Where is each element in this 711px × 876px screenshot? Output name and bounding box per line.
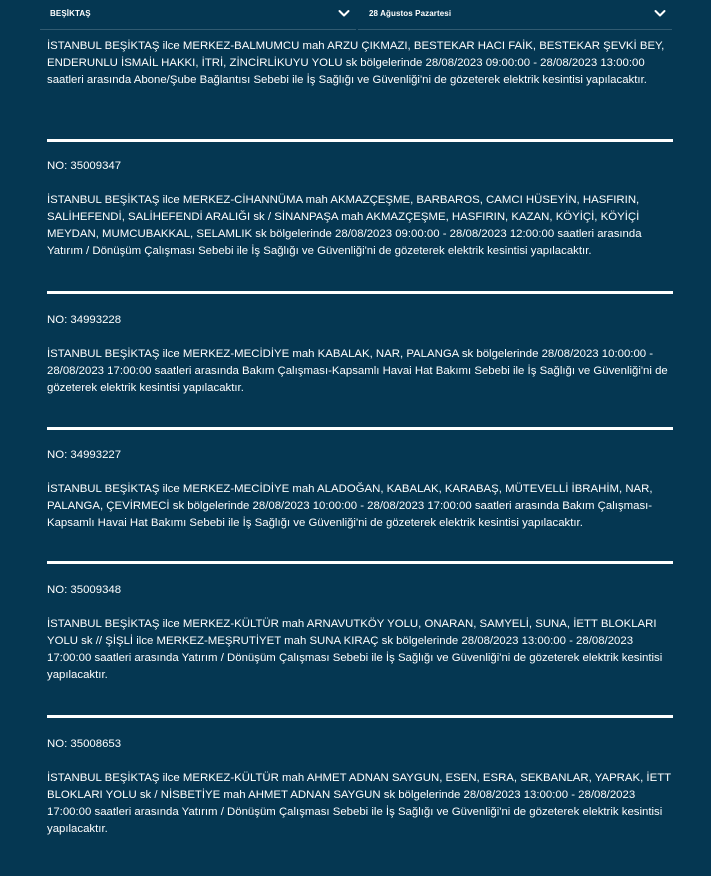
notice-item [47,38,677,89]
notice-description: İSTANBUL BEŞİKTAŞ ilce MERKEZ-MECİDİYE mah KABALAK, NAR, PALANGA sk bölgelerinde 28/08/2023 10:00:00 - 28/08/2023 17:00:00 saatleri arasında Bakım Çalışması-Kapsamlı Havai Hat Bakımı Sebebi ile İş Sağlığı ve Güvenliği'ni de gözeterek elektrik kesintisi yapılacaktır. [47,348,668,394]
date-select-value: 28 Ağustos Pazartesi [369,9,452,18]
notice-description: İSTANBUL BEŞİKTAŞ ilce MERKEZ-CİHANNÜMA mah AKMAZÇEŞME, BARBAROS, CAMCI HÜSEYİN, HASFIRIN, SALİHEFENDİ, SALİHEFENDİ ARALIĞI sk / SİNANPAŞA mah AKMAZÇEŞME, HASFIRIN, KAZAN, KÖYİÇİ, KÖYİÇİ MEYDAN, MUMCUBAKKAL, SELAMLIK sk bölgelerinde 28/08/2023 09:00:00 - 28/08/2023 12:00:00 saatleri arasında Yatırım / Dönüşüm Çalışması Sebebi ile İş Sağlığı ve Güvenliği'ni de gözeterek elektrik kesintisi yapılacaktır. [47,194,642,257]
notice-description: İSTANBUL BEŞİKTAŞ ilce MERKEZ-BALMUMCU mah ARZU ÇIKMAZI, BESTEKAR HACI FAİK, BESTEKAR ŞEVKİ BEY, ENDERUNLU İSMAİL HAKKI, İTRİ, ZİNCİRLİKUYU YOLU sk bölgelerinde 28/08/2023 09:00:00 - 28/08/2023 13:00:00 saatleri arasında Abone/Şube Bağlantısı Sebebi ile İş Sağlığı ve Güvenliği'ni de gözeterek elektrik kesintisi yapılacaktır. [47,40,665,86]
notice-description: İSTANBUL BEŞİKTAŞ ilce MERKEZ-KÜLTÜR mah ARNAVUTKÖY YOLU, ONARAN, SAMYELİ, SUNA, İETT BLOKLARI YOLU sk // ŞİŞLİ ilce MERKEZ-MEŞRUTİYET mah SUNA KIRAÇ sk bölgelerinde 28/08/2023 13:00:00 - 28/08/2023 17:00:00 saatleri arasında Yatırım / Dönüşüm Çalışması Sebebi ile İş Sağlığı ve Güvenliği'ni de gözeterek elektrik kesintisi yapılacaktır. [47,618,663,681]
notice-number: NO: 34993227 [47,449,122,461]
notice-description: İSTANBUL BEŞİKTAŞ ilce MERKEZ-MECİDİYE mah ALADOĞAN, KABALAK, KARABAŞ, MÜTEVELLİ İBRAHİM, NAR, PALANGA, ÇEVİRMECİ sk bölgelerinde 28/08/2023 10:00:00 - 28/08/2023 17:00:00 saatleri arasında Bakım Çalışması-Kapsamlı Havai Hat Bakımı Sebebi ile İş Sağlığı ve Güvenliği'ni de gözeterek elektrik kesintisi yapılacaktır. [47,483,653,529]
notice-number: NO: 35009347 [47,160,122,172]
notice-description: İSTANBUL BEŞİKTAŞ ilce MERKEZ-KÜLTÜR mah AHMET ADNAN SAYGUN, ESEN, ESRA, SEKBANLAR, YAPRAK, İETT BLOKLARI YOLU sk / NİSBETİYE mah AHMET ADNAN SAYGUN sk bölgelerinde 28/08/2023 13:00:00 - 28/08/2023 17:00:00 saatleri arasında Yatırım / Dönüşüm Çalışması Sebebi ile İş Sağlığı ve Güvenliği'ni de gözeterek elektrik kesintisi yapılacaktır. [47,772,671,835]
notice-divider [47,427,673,430]
notice-number: NO: 34993228 [47,314,122,326]
date-select[interactable] [358,0,672,30]
notice-item [47,158,677,260]
notice-number: NO: 35008653 [47,738,122,750]
district-select[interactable] [40,0,356,30]
notice-item [47,312,677,397]
notice-item [47,582,677,684]
notice-number: NO: 35009348 [47,584,122,596]
notice-item [47,736,677,838]
filter-bar [40,0,672,30]
notice-divider [47,291,673,294]
district-select-value: BEŞİKTAŞ [50,9,91,18]
notice-divider [47,715,673,718]
notice-item [47,447,677,532]
notice-divider [47,561,673,564]
chevron-down-icon [654,8,666,18]
chevron-down-icon [338,8,350,18]
notice-divider [47,139,673,142]
